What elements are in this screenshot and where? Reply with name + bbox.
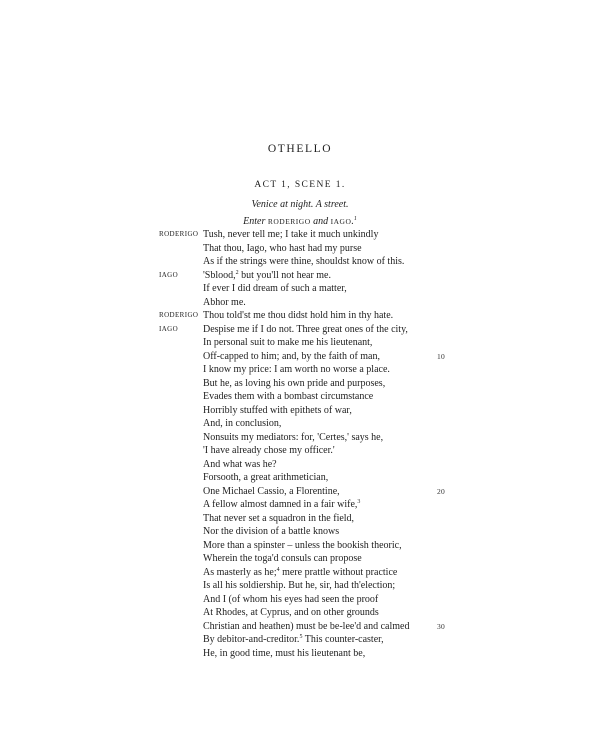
verse-text-main: Off-capped to him; and, by the faith of man, [203,350,380,362]
verse-text-main: If ever I did dream of such a matter, [203,283,347,294]
verse-text [203,242,362,256]
verse-line [0,485,600,499]
entrance-conjunction: and [313,216,329,227]
verse-text [203,282,347,296]
verse-text [203,336,372,350]
scene-heading: ACT 1, SCENE 1. [254,180,346,190]
verse-text-main: Tush, never tell me; I take it much unkindly [203,229,379,240]
verse-text-main: And I (of whom his eyes had seen the proof [203,593,379,605]
verse-line [0,336,600,350]
verse-text-continuation: but you'll not hear me. [238,269,331,281]
verse-text-main: As if the strings were thine, shouldst know of this. [203,256,405,267]
verse-line [0,633,600,647]
verse-line [0,377,600,391]
verse-text [203,296,246,310]
entrance-verb: Enter [243,216,266,227]
verse-text [203,363,390,377]
verse-text-main: But he, as loving his own pride and purposes, [203,377,386,389]
verse-text [203,620,409,634]
verse-line [0,647,600,661]
verse-text-main: I know my price: I am worth no worse a place. [203,364,390,375]
verse-line [0,350,600,364]
verse-line [0,282,600,296]
verse-text-continuation: mere prattle without practice [279,566,398,578]
speaker-name: IAGO [159,324,179,333]
footnote-marker: 4 [276,566,280,573]
verse-text [203,593,378,607]
verse-text [203,404,352,418]
verse-text [203,525,339,539]
verse-text-main: 'Sblood, [203,269,236,281]
verse-line [0,255,600,269]
entrance-character-iago: IAGO [330,217,352,226]
verse-text-main: More than a spinster – unless the bookish theoric, [203,539,402,551]
verse-line [0,309,600,323]
verse-text-main: Evades them with a bombast circumstance [203,391,374,402]
footnote-marker: 2 [235,269,239,276]
play-title: OTHELLO [267,143,333,155]
verse-text-main: Nor the division of a battle knows [203,526,340,537]
verse-line [0,471,600,485]
verse-text [203,323,408,337]
verse-line [0,620,600,634]
verse-text [203,309,393,323]
verse-text-main: Horribly stuffed with epithets of war, [203,404,352,416]
verse-text [203,390,373,404]
verse-text-main: Abhor me. [203,296,246,308]
verse-text-main: At Rhodes, at Cyprus, and on other grounds [203,607,379,618]
verse-line [0,539,600,553]
verse-text-main: By debitor-and-creditor. [203,634,300,645]
speaker-name: IAGO [159,270,179,279]
verse-line [0,390,600,404]
speaker-name: RODERIGO [159,311,199,319]
entrance-character-roderigo: RODERIGO [267,217,311,226]
verse-text [203,431,383,445]
verse-line [0,512,600,526]
scene-setting: Venice at night. A street. [251,199,349,210]
line-number: 10 [437,351,446,361]
verse-text [203,377,385,391]
verse-text [203,255,404,269]
verse-text-main: Christian and heathen) must be be-lee'd and calmed [203,620,410,632]
verse-line [0,525,600,539]
verse-line [0,323,600,337]
verse-line [0,552,600,566]
verse-line [0,606,600,620]
verse-line [0,363,600,377]
verse-line [0,458,600,472]
verse-line [0,228,600,242]
verse-line [0,431,600,445]
verse-text-main: Is all his soldiership. But he, sir, had th'election; [203,580,396,591]
verse-line [0,242,600,256]
entrance-direction: Enter RODERIGO and IAGO.$^1$ [243,216,357,227]
footnote-marker: 3 [357,499,361,505]
verse-text-main: Despise me if I do not. Three great ones of the city, [203,323,408,335]
verse-text [203,269,331,283]
verse-text [203,471,328,485]
verse-text-main: And, in conclusion, [203,418,282,429]
verse-line [0,269,600,283]
verse-text-main: That thou, Iago, who hast had my purse [203,242,362,254]
line-number: 30 [437,621,446,631]
verse-text [203,512,354,526]
verse-text-main: Nonsuits my mediators: for, 'Certes,' says he, [203,431,384,443]
verse-text [203,647,365,661]
verse-text-main: That never set a squadron in the field, [203,512,355,524]
verse-line [0,566,600,580]
verse-text-main: 'I have already chose my officer.' [203,445,335,456]
verse-text-continuation: This counter-caster, [302,634,384,645]
verse-text [203,606,379,620]
footnote-marker: 1 [353,216,357,222]
speaker-name: RODERIGO [159,230,199,238]
verse-line [0,498,600,512]
verse-text [203,350,380,364]
verse-text [203,485,340,499]
verse-text [203,228,378,242]
verse-text [203,539,402,553]
verse-text [203,417,281,431]
verse-text-main: In personal suit to make me his lieutenant, [203,337,373,348]
verse-line [0,579,600,593]
verse-line [0,296,600,310]
verse-text-main: A fellow almost damned in a fair wife, [203,499,358,510]
line-number: 20 [437,486,446,496]
verse-text [203,498,360,512]
verse-text [203,552,362,566]
verse-text-main: And what was he? [203,458,277,470]
verse-text-main: He, in good time, must his lieutenant be, [203,647,366,659]
verse-text-main: One Michael Cassio, a Florentine, [203,485,340,497]
verse-text-main: Thou told'st me thou didst hold him in thy hate. [203,310,394,321]
verse-text [203,458,277,472]
verse-line [0,404,600,418]
verse-text [203,444,335,458]
verse-line [0,593,600,607]
verse-text-main: Wherein the toga'd consuls can propose [203,553,362,564]
verse-text-main: Forsooth, a great arithmetician, [203,472,329,483]
verse-text [203,579,395,593]
verse-text [203,633,384,647]
verse-text [203,566,397,580]
verse-text-main: As masterly as he; [203,566,277,578]
dialogue-lines [0,228,600,660]
verse-line [0,417,600,431]
verse-line [0,444,600,458]
footnote-marker: 5 [299,634,303,640]
